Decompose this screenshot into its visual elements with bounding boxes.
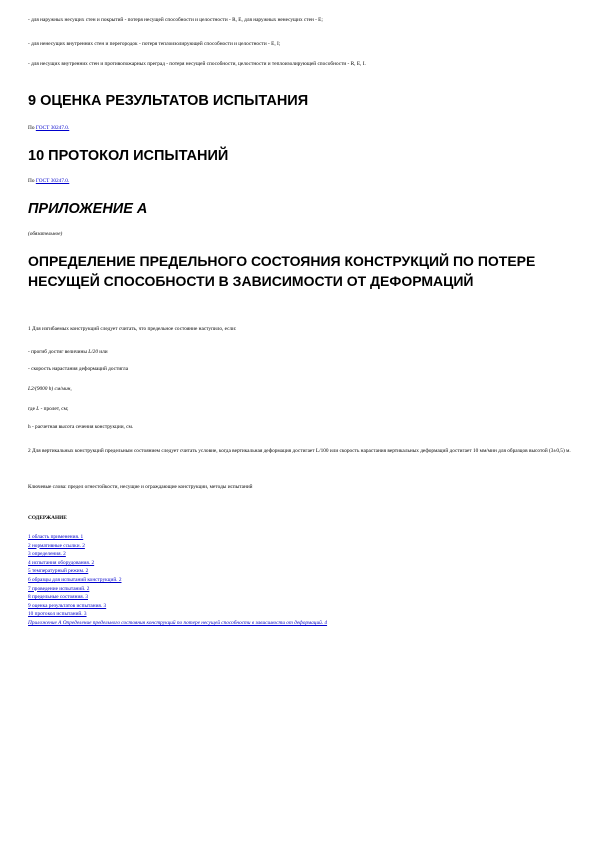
list-item: - для ненесущих внутренних стен и перегородок - потеря теплоизолирующей способности и целостности - E, I; bbox=[28, 41, 281, 47]
paragraph: 1 Для изгибаемых конструкций следует считать, что предельное состояние наступило, если: bbox=[28, 326, 237, 332]
section-9-title: 9 ОЦЕНКА РЕЗУЛЬТАТОВ ИСПЫТАНИЯ bbox=[28, 93, 309, 109]
paragraph: где L - пролет, см; bbox=[28, 406, 69, 412]
section-10-title: 10 ПРОТОКОЛ ИСПЫТАНИЙ bbox=[28, 148, 229, 164]
toc-link[interactable]: 3 определения. 2 bbox=[28, 551, 66, 558]
paragraph: 2 Для вертикальных конструкций предельным состоянием следует считать условие, когда вертикальная деформация достигает L/100 или скорость нарастания вертикальных деформаций достигает 10 мм/мин для образцов высотой (3±0,5) м. bbox=[28, 448, 571, 454]
toc-link[interactable]: 5 температурный режим. 2 bbox=[28, 568, 89, 575]
toc-link[interactable]: 10 протокол испытаний. 3 bbox=[28, 611, 87, 618]
toc-link[interactable]: 1 область применения. 1 bbox=[28, 534, 84, 540]
toc-link[interactable]: Приложение А Определение предельного состояния конструкций по потере несущей способности в зависимости от деформаций. 4 bbox=[28, 619, 328, 626]
table-of-contents bbox=[28, 533, 573, 628]
paragraph: h - расчетная высота сечения конструкции, см. bbox=[28, 424, 134, 430]
toc-link[interactable]: 6 образцы для испытаний конструкций. 2 bbox=[28, 576, 122, 583]
ref-prefix: По bbox=[28, 125, 35, 131]
toc-link[interactable]: 9 оценка результатов испытания. 3 bbox=[28, 602, 107, 609]
ref-prefix: По bbox=[28, 178, 35, 184]
paragraph: - прогиб достиг величины L/20 или bbox=[28, 349, 108, 355]
list-item: - для несущих внутренних стен и противопожарных преград - потеря несущей способности, целостности и теплоизолирующей способности - R, E, I. bbox=[28, 61, 366, 67]
toc-link[interactable]: 8 предельные состояния. 3 bbox=[28, 594, 89, 601]
section-10-ref bbox=[28, 177, 573, 186]
toc-link[interactable]: 7 проведение испытаний. 2 bbox=[28, 585, 90, 592]
toc-link[interactable]: 4 испытания оборудования. 2 bbox=[28, 559, 95, 566]
keywords: Ключевые слова: предел огнестойкости, несущие и ограждающие конструкции, методы испытаний bbox=[28, 484, 253, 490]
section-9-ref bbox=[28, 124, 573, 133]
toc-title: СОДЕРЖАНИЕ bbox=[28, 515, 67, 521]
gost-link[interactable]: ГОСТ 30247.0. bbox=[35, 178, 70, 184]
list-item: - для наружных несущих стен и покрытий - потеря несущей способности и целостности - R, E, для наружных ненесущих стен - E; bbox=[28, 17, 323, 23]
gost-link[interactable]: ГОСТ 30247.0. bbox=[35, 125, 70, 131]
appendix-status: (обязательное) bbox=[28, 231, 63, 237]
appendix-heading: ОПРЕДЕЛЕНИЕ ПРЕДЕЛЬНОГО СОСТОЯНИЯ КОНСТРУКЦИЙ ПО ПОТЕРЕ НЕСУЩЕЙ СПОСОБНОСТИ В ЗАВИСИМОСТИ ОТ ДЕФОРМАЦИЙ bbox=[28, 253, 536, 289]
toc-link[interactable]: 2 нормативные ссылки. 2 bbox=[28, 542, 85, 549]
formula: L2/(9000 h) см/мин, bbox=[28, 386, 72, 392]
paragraph: - скорость нарастания деформаций достигла bbox=[28, 366, 129, 372]
appendix-title: ПРИЛОЖЕНИЕ А bbox=[28, 201, 148, 217]
